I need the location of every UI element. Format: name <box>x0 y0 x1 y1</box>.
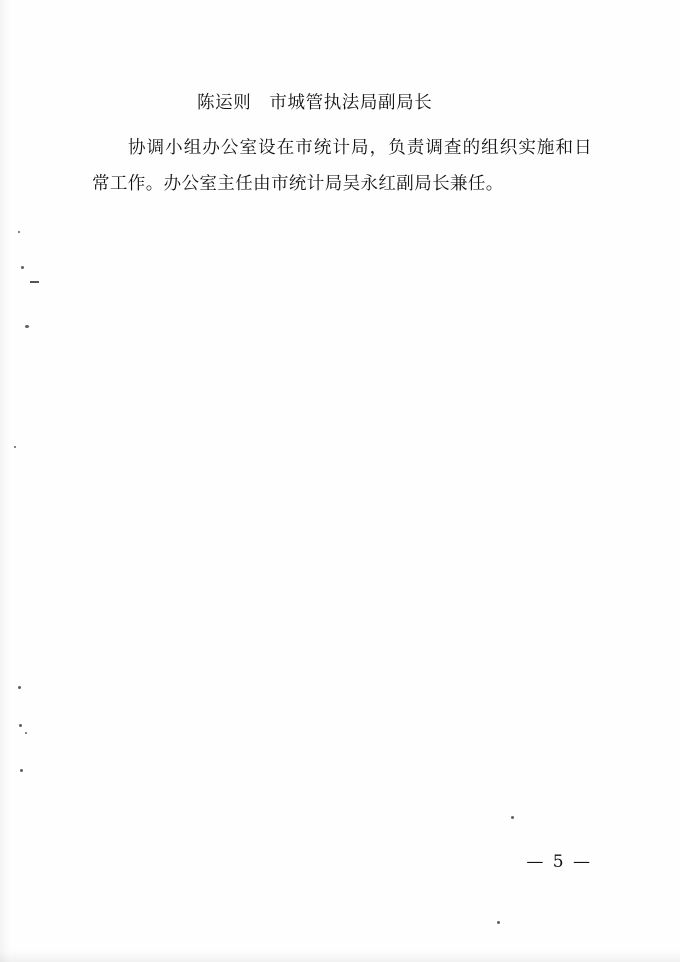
page-number: — 5 — <box>526 852 592 872</box>
scan-speck-7 <box>25 732 27 734</box>
scan-speck-9 <box>511 816 514 819</box>
scan-speck-8 <box>20 769 23 772</box>
scan-speck-1 <box>18 231 20 233</box>
scan-speck-5 <box>18 686 21 689</box>
scan-speck-3 <box>25 325 29 328</box>
body-paragraph: 协调小组办公室设在市统计局，负责调查的组织实施和日常工作。办公室主任由市统计局吴永红副局长兼任。 <box>92 138 592 194</box>
scan-speck-6 <box>19 724 22 727</box>
document-text-block <box>92 86 592 202</box>
heading-line: 陈运则 市城管执法局副局长 <box>197 93 433 113</box>
scan-mark-dash <box>30 281 39 283</box>
scan-speck-10 <box>497 921 500 924</box>
scan-speck-4 <box>14 446 16 448</box>
scan-speck-2 <box>21 266 24 269</box>
